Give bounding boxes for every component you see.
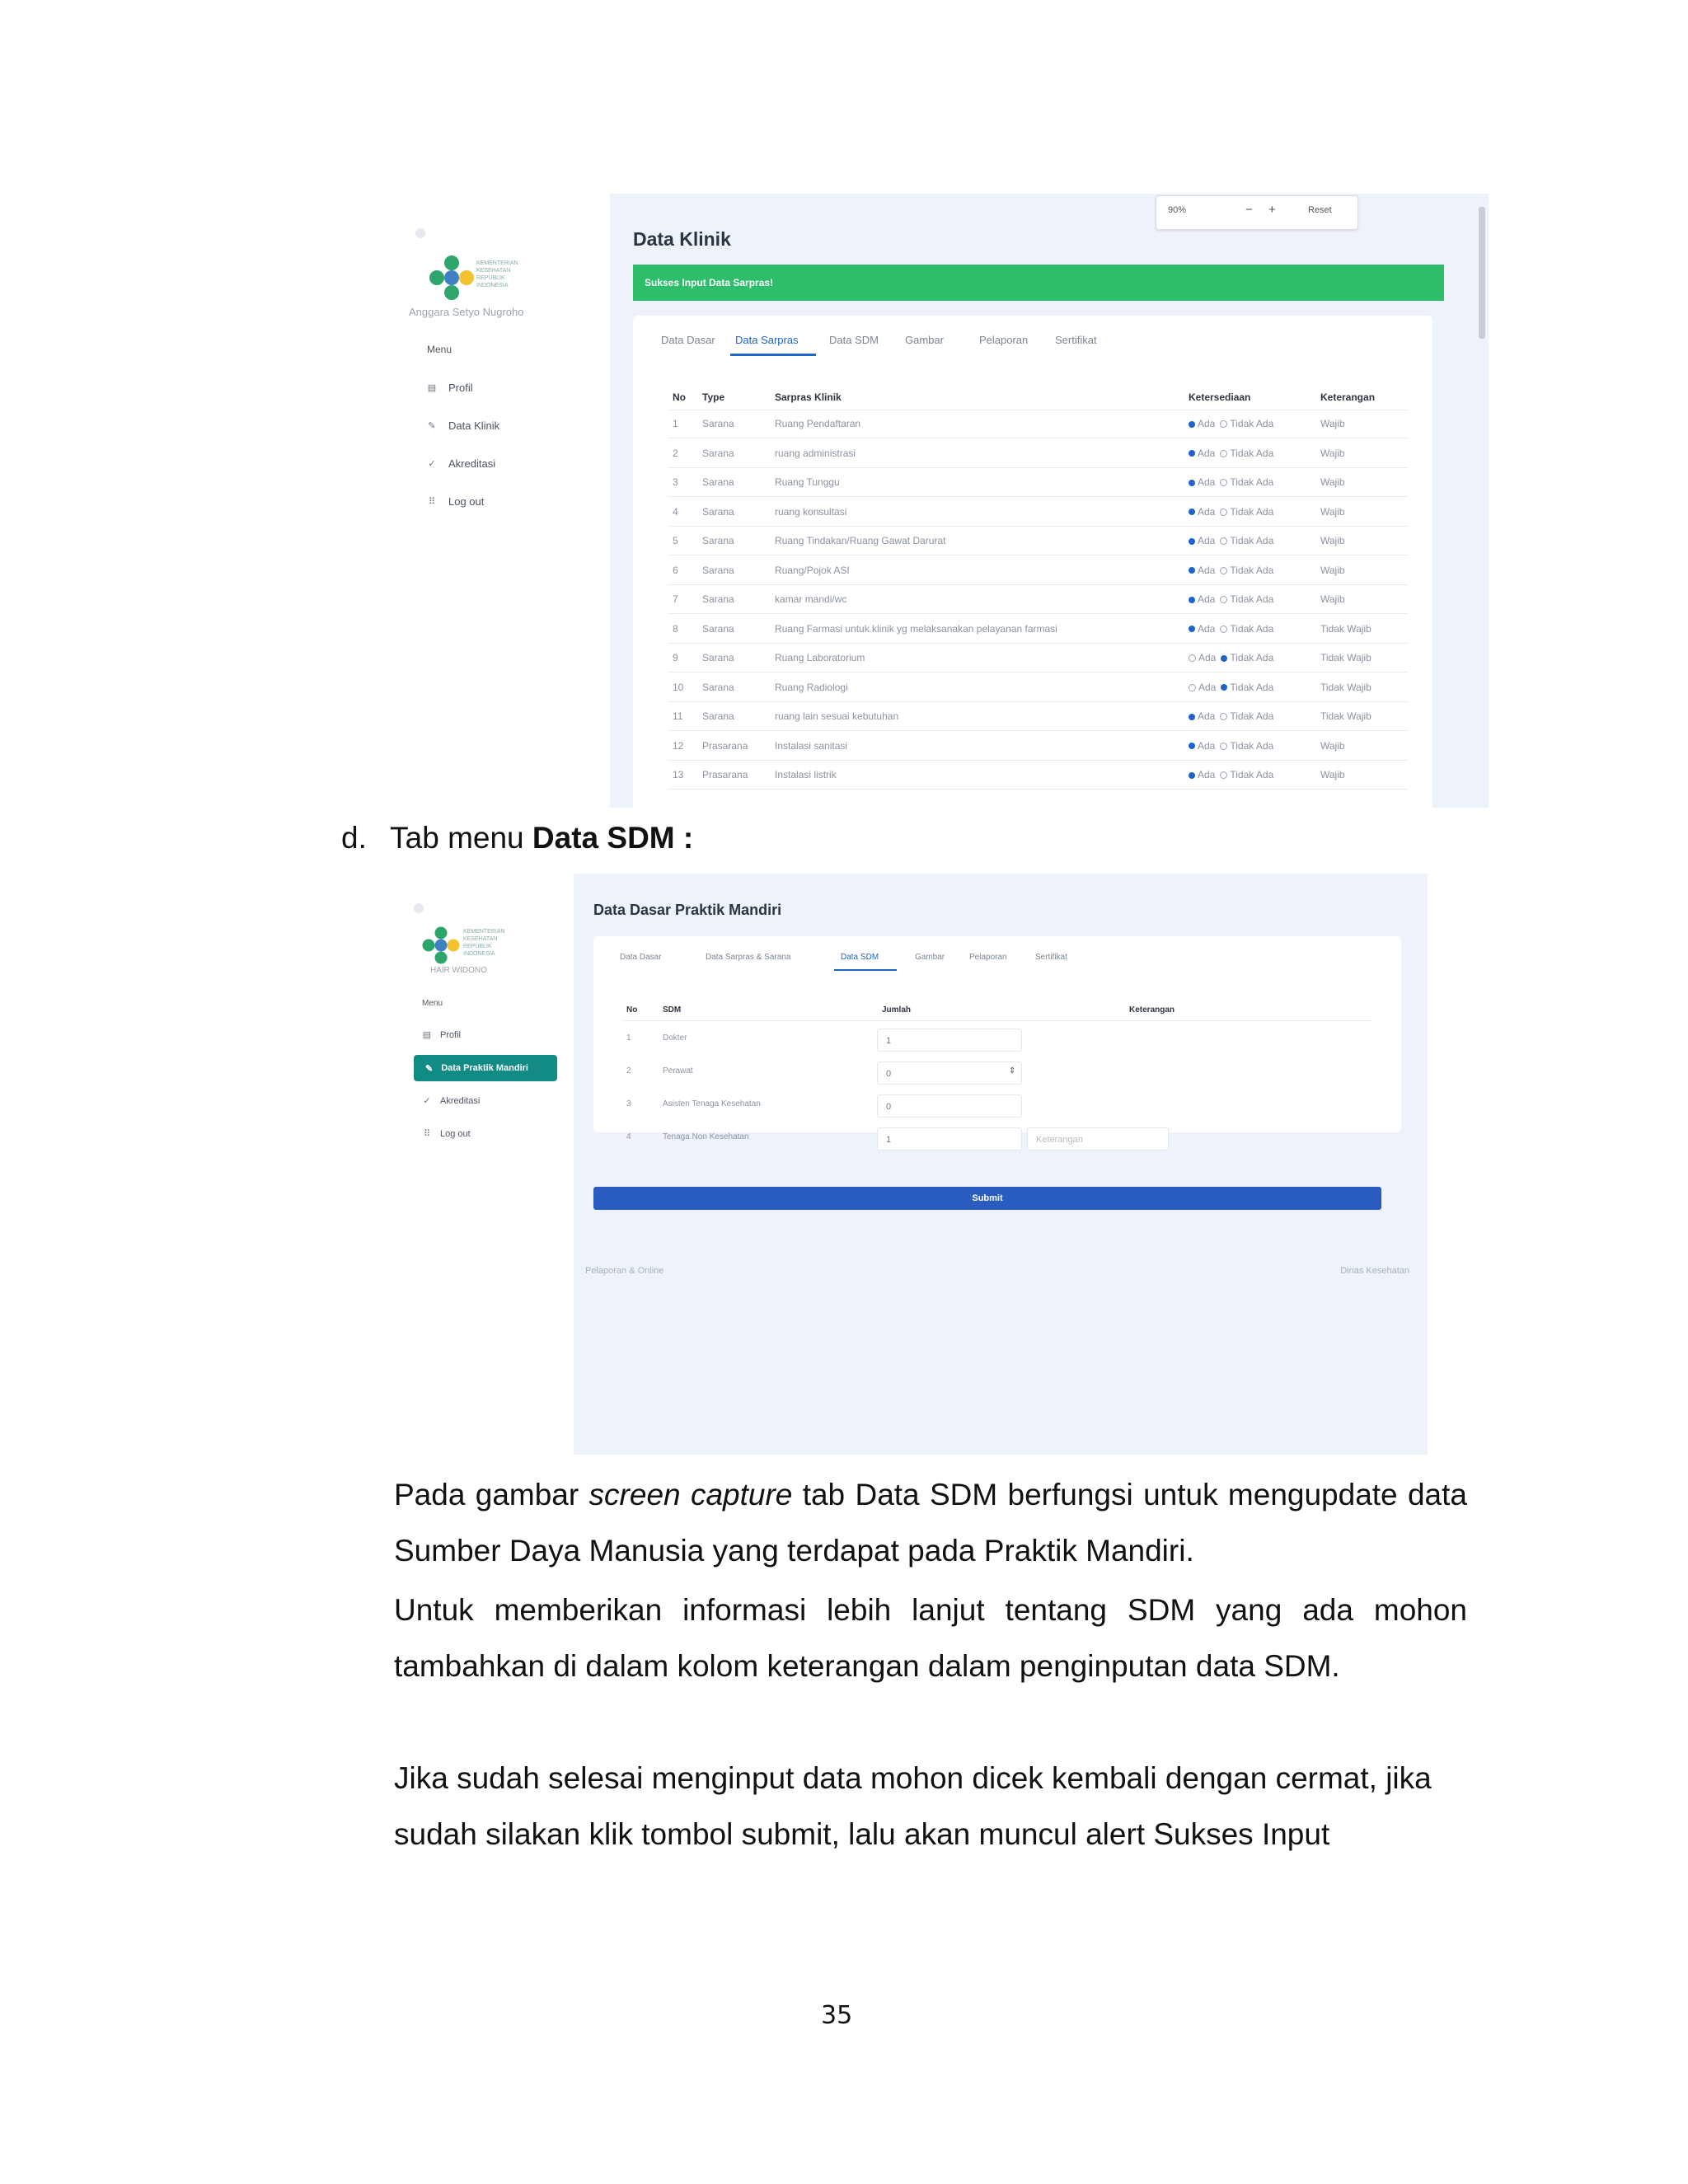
- cell-type: Sarana: [702, 622, 734, 635]
- screenshot-data-sdm: [410, 874, 1428, 1455]
- tab-data-dasar[interactable]: Data Dasar: [620, 953, 662, 962]
- cell-keterangan: Wajib: [1320, 505, 1345, 518]
- radio-ada-label: Ada: [1198, 622, 1216, 635]
- main-content: [574, 874, 1428, 1455]
- cell-sarpras: Ruang Radiologi: [775, 681, 848, 693]
- edit-icon: ✎: [425, 1063, 434, 1074]
- radio-ada[interactable]: [1189, 450, 1195, 457]
- zoom-reset-button[interactable]: Reset: [1308, 205, 1332, 215]
- radio-tidak-ada[interactable]: [1220, 596, 1227, 603]
- para1-text-a: Pada gambar: [394, 1478, 589, 1511]
- footer-right: Dinas Kesehatan: [1340, 1266, 1409, 1276]
- radio-tidak-ada-label: Tidak Ada: [1230, 505, 1274, 518]
- availability-radio-group[interactable]: [1189, 418, 1273, 429]
- radio-tidak-ada-label: Tidak Ada: [1230, 593, 1274, 605]
- stepper-icon[interactable]: ⇕: [1009, 1066, 1016, 1076]
- availability-radio-group[interactable]: [1189, 506, 1273, 518]
- radio-tidak-ada-label: Tidak Ada: [1230, 681, 1274, 693]
- availability-radio-group[interactable]: [1189, 710, 1273, 722]
- cell-type: Prasarana: [702, 739, 748, 752]
- jumlah-input[interactable]: 0: [877, 1062, 1022, 1085]
- tab-pelaporan[interactable]: Pelaporan: [969, 953, 1007, 962]
- col-no: No: [673, 391, 686, 403]
- availability-radio-group[interactable]: [1189, 565, 1273, 576]
- edit-icon: ✎: [428, 420, 436, 431]
- radio-ada-label: Ada: [1198, 681, 1217, 693]
- tab-data-dasar[interactable]: Data Dasar: [661, 334, 715, 346]
- para1-text-b: tab Data SDM berfungsi untuk mengupdate data Sumber Daya Manusia yang terdapat pada Praktik Mandiri.: [394, 1478, 1467, 1568]
- sidebar-item-label: Data Klinik: [448, 419, 500, 432]
- radio-ada[interactable]: [1189, 626, 1195, 632]
- col-sarpras: Sarpras Klinik: [775, 391, 842, 403]
- radio-ada[interactable]: [1189, 480, 1195, 486]
- sidebar-item-label: Akreditasi: [448, 457, 496, 470]
- sidebar-item-profil[interactable]: [422, 1030, 461, 1040]
- radio-tidak-ada[interactable]: [1220, 567, 1227, 574]
- cell-sarpras: Ruang Tindakan/Ruang Gawat Darurat: [775, 535, 946, 546]
- radio-ada-label: Ada: [1198, 418, 1216, 429]
- radio-tidak-ada-label: Tidak Ada: [1230, 622, 1274, 635]
- availability-radio-group[interactable]: [1189, 740, 1273, 752]
- cell-sarpras: Ruang Laboratorium: [775, 652, 865, 663]
- cell-sarpras: Instalasi sanitasi: [775, 739, 848, 752]
- radio-tidak-ada[interactable]: [1220, 743, 1227, 750]
- radio-ada[interactable]: [1189, 684, 1196, 691]
- paragraph-1: [394, 1467, 1467, 1579]
- row-divider: [668, 467, 1408, 468]
- radio-ada-label: Ada: [1198, 769, 1216, 780]
- col-sdm: SDM: [663, 1005, 682, 1015]
- radio-tidak-ada-label: Tidak Ada: [1230, 535, 1274, 546]
- sidebar-toggle[interactable]: [414, 903, 424, 913]
- cell-sarpras: Ruang Tunggu: [775, 476, 840, 488]
- cell-type: Sarana: [702, 593, 734, 605]
- cell-no: 9: [673, 652, 678, 663]
- active-tab-indicator: [834, 969, 897, 971]
- cell-sarpras: Ruang/Pojok ASI: [775, 564, 850, 576]
- radio-ada-label: Ada: [1198, 593, 1216, 605]
- radio-tidak-ada[interactable]: [1220, 626, 1227, 633]
- screenshot-data-klinik: [394, 194, 1489, 808]
- jumlah-input[interactable]: 1: [877, 1029, 1022, 1052]
- page-title: Data Klinik: [633, 228, 731, 250]
- row-divider: [668, 789, 1408, 790]
- radio-tidak-ada[interactable]: [1220, 771, 1227, 779]
- cell-type: Sarana: [702, 652, 734, 663]
- cell-type: Sarana: [702, 535, 734, 546]
- sidebar-item-label: Profil: [448, 382, 473, 394]
- cell-type: Sarana: [702, 681, 734, 693]
- caption-bold: Data SDM :: [532, 821, 694, 855]
- cell-type: Sarana: [702, 418, 734, 429]
- cell-sdm: Asisten Tenaga Kesehatan: [663, 1099, 761, 1108]
- radio-ada[interactable]: [1189, 743, 1195, 749]
- caption-prefix: d.: [341, 821, 367, 855]
- active-tab-indicator: [730, 354, 816, 356]
- cell-sdm: Tenaga Non Kesehatan: [663, 1132, 749, 1141]
- cell-keterangan: Wajib: [1320, 593, 1345, 605]
- radio-ada-label: Ada: [1198, 652, 1217, 663]
- row-divider: [668, 526, 1408, 527]
- caption-text: Tab menu: [390, 821, 532, 855]
- radio-ada[interactable]: [1189, 714, 1195, 720]
- success-alert: Sukses Input Data Sarpras!: [633, 265, 1444, 301]
- sidebar-item-logout[interactable]: [427, 495, 484, 508]
- radio-ada[interactable]: [1189, 538, 1195, 545]
- cell-keterangan: Wajib: [1320, 769, 1345, 780]
- logout-icon: ⠿: [428, 496, 436, 507]
- cell-type: Sarana: [702, 476, 734, 488]
- availability-radio-group[interactable]: [1189, 593, 1273, 605]
- tab-sertifikat[interactable]: Sertifikat: [1055, 334, 1097, 346]
- kemenkes-logo-icon: [427, 253, 476, 302]
- cell-no: 8: [673, 622, 678, 635]
- radio-ada[interactable]: [1189, 509, 1195, 515]
- user-name: Anggara Setyo Nugroho: [409, 306, 524, 318]
- cell-type: Sarana: [702, 447, 734, 459]
- cell-no: 7: [673, 593, 678, 605]
- check-icon: ✓: [423, 1096, 431, 1106]
- profile-icon: ▤: [422, 1030, 432, 1040]
- radio-ada-label: Ada: [1198, 476, 1216, 488]
- radio-tidak-ada[interactable]: [1221, 655, 1227, 662]
- cell-sarpras: Instalasi listrik: [775, 769, 837, 780]
- sidebar-item-profil[interactable]: [427, 382, 473, 394]
- jumlah-input[interactable]: 1: [877, 1127, 1022, 1151]
- cell-no: 13: [673, 769, 684, 780]
- radio-ada[interactable]: [1189, 421, 1195, 428]
- availability-radio-group[interactable]: [1189, 769, 1273, 780]
- radio-ada[interactable]: [1189, 654, 1196, 662]
- cell-keterangan: Wajib: [1320, 564, 1345, 576]
- radio-ada-label: Ada: [1198, 710, 1216, 722]
- zoom-control: [1156, 195, 1358, 230]
- availability-radio-group[interactable]: [1189, 476, 1273, 488]
- content-card: [633, 316, 1432, 808]
- tab-data-sarpras[interactable]: Data Sarpras: [735, 334, 799, 346]
- row-divider: [668, 496, 1408, 497]
- cell-no: 1: [673, 418, 678, 429]
- cell-no: 3: [673, 476, 678, 488]
- cell-no: 12: [673, 739, 684, 752]
- col-ketersediaan: Ketersediaan: [1189, 391, 1251, 403]
- radio-ada-label: Ada: [1198, 447, 1216, 459]
- sidebar: [394, 194, 610, 808]
- sidebar-item-data-praktik-mandiri[interactable]: [414, 1055, 557, 1081]
- tab-sertifikat[interactable]: Sertifikat: [1035, 953, 1067, 962]
- availability-radio-group[interactable]: [1189, 623, 1273, 635]
- row-divider: [668, 643, 1408, 644]
- sidebar-item-label: Log out: [440, 1129, 471, 1139]
- tab-pelaporan[interactable]: Pelaporan: [979, 334, 1029, 346]
- radio-tidak-ada-label: Tidak Ada: [1230, 447, 1274, 459]
- header-divider: [621, 1020, 1372, 1021]
- cell-no: 11: [673, 710, 683, 722]
- cell-no: 10: [673, 681, 684, 693]
- cell-keterangan: Wajib: [1320, 739, 1345, 752]
- sidebar-item-label: Data Praktik Mandiri: [441, 1063, 528, 1073]
- availability-radio-group[interactable]: [1189, 652, 1273, 663]
- col-keterangan: Keterangan: [1320, 391, 1376, 403]
- submit-button[interactable]: Submit: [593, 1187, 1381, 1210]
- cell-sdm: Perawat: [663, 1066, 693, 1076]
- page-title: Data Dasar Praktik Mandiri: [593, 902, 782, 918]
- radio-tidak-ada[interactable]: [1220, 450, 1227, 457]
- check-icon: ✓: [428, 458, 436, 469]
- radio-ada[interactable]: [1189, 772, 1195, 779]
- sidebar-item-label: Log out: [448, 495, 485, 508]
- sidebar-item-label: Profil: [440, 1030, 462, 1040]
- radio-tidak-ada-label: Tidak Ada: [1230, 769, 1274, 780]
- cell-keterangan: Tidak Wajib: [1320, 652, 1372, 663]
- content-card: [593, 936, 1401, 1145]
- cell-sarpras: ruang lain sesuai kebutuhan: [775, 710, 899, 722]
- availability-radio-group[interactable]: [1189, 448, 1273, 459]
- paragraph-2: Untuk memberikan informasi lebih lanjut tentang SDM yang ada mohon tambahkan di dalam kolom keterangan dalam penginputan data SDM.: [394, 1593, 1467, 1683]
- sidebar-item-label: Akreditasi: [440, 1096, 481, 1106]
- radio-tidak-ada-label: Tidak Ada: [1230, 476, 1274, 488]
- cell-type: Sarana: [702, 564, 734, 576]
- cell-no: 2: [626, 1066, 631, 1076]
- cell-sarpras: ruang konsultasi: [775, 505, 847, 518]
- radio-tidak-ada-label: Tidak Ada: [1230, 418, 1274, 429]
- cell-keterangan: Tidak Wajib: [1320, 710, 1372, 722]
- logo-wordmark: KEMENTERIAN KESEHATAN REPUBLIK INDONESIA: [476, 260, 518, 288]
- footer-left: Pelaporan & Online: [585, 1266, 664, 1276]
- logo-wordmark: KEMENTERIAN KESEHATAN REPUBLIK INDONESIA: [463, 929, 505, 957]
- cell-no: 3: [626, 1099, 631, 1108]
- radio-tidak-ada[interactable]: [1221, 684, 1227, 691]
- tab-data-sdm[interactable]: Data SDM: [829, 334, 879, 346]
- row-divider: [668, 584, 1408, 585]
- cell-no: 6: [673, 564, 678, 576]
- cell-sdm: Dokter: [663, 1033, 687, 1043]
- radio-ada[interactable]: [1189, 567, 1195, 574]
- cell-sarpras: Ruang Pendaftaran: [775, 418, 861, 429]
- availability-radio-group[interactable]: [1189, 682, 1273, 693]
- radio-ada-label: Ada: [1198, 739, 1216, 752]
- cell-sarpras: ruang administrasi: [775, 447, 856, 459]
- tab-gambar[interactable]: Gambar: [905, 334, 944, 346]
- user-name: HAIR WIDONO: [430, 966, 487, 975]
- logout-icon: ⠿: [423, 1129, 431, 1139]
- main-content: [610, 194, 1489, 808]
- radio-tidak-ada-label: Tidak Ada: [1230, 739, 1274, 752]
- radio-ada-label: Ada: [1198, 564, 1216, 576]
- cell-type: Sarana: [702, 710, 734, 722]
- radio-tidak-ada[interactable]: [1220, 537, 1227, 545]
- sidebar-toggle[interactable]: [415, 228, 425, 238]
- tab-data-sdm[interactable]: Data SDM: [841, 953, 879, 962]
- paragraph-3: Jika sudah selesai menginput data mohon dicek kembali dengan cermat, jika sudah silakan klik tombol submit, lalu akan muncul alert Sukses Input: [394, 1761, 1432, 1851]
- cell-no: 4: [673, 505, 678, 518]
- menu-label: Menu: [422, 999, 443, 1008]
- row-divider: [668, 730, 1408, 731]
- page-number: 35: [821, 2001, 853, 2030]
- zoom-in-button[interactable]: +: [1268, 203, 1276, 217]
- row-divider: [668, 701, 1408, 702]
- kemenkes-logo-icon: [420, 925, 462, 966]
- row-divider: [668, 613, 1408, 614]
- sidebar-item-logout[interactable]: [422, 1129, 471, 1139]
- radio-tidak-ada-label: Tidak Ada: [1230, 652, 1274, 663]
- availability-radio-group[interactable]: [1189, 535, 1273, 546]
- tab-data-sarpras[interactable]: Data Sarpras & Sarana: [706, 953, 791, 962]
- radio-ada-label: Ada: [1198, 505, 1216, 518]
- sidebar-item-data-klinik[interactable]: [427, 419, 499, 432]
- keterangan-input[interactable]: Keterangan: [1027, 1127, 1169, 1151]
- zoom-out-button[interactable]: −: [1245, 203, 1253, 217]
- radio-tidak-ada-label: Tidak Ada: [1230, 564, 1274, 576]
- col-no: No: [626, 1005, 638, 1015]
- cell-no: 4: [626, 1132, 631, 1141]
- sidebar-item-akreditasi[interactable]: [422, 1096, 480, 1106]
- cell-sarpras: Ruang Farmasi untuk klinik yg melaksanakan pelayanan farmasi: [775, 622, 1057, 635]
- zoom-level: 90%: [1168, 205, 1187, 215]
- radio-tidak-ada[interactable]: [1220, 479, 1227, 486]
- tab-gambar[interactable]: Gambar: [915, 953, 945, 962]
- cell-no: 5: [673, 535, 678, 546]
- row-divider: [668, 672, 1408, 673]
- radio-tidak-ada[interactable]: [1220, 420, 1227, 428]
- cell-type: Sarana: [702, 505, 734, 518]
- radio-tidak-ada-label: Tidak Ada: [1230, 710, 1274, 722]
- cell-keterangan: Wajib: [1320, 418, 1345, 429]
- col-keterangan: Keterangan: [1129, 1005, 1175, 1015]
- profile-icon: ▤: [427, 382, 437, 393]
- caption-d: [341, 821, 693, 855]
- cell-keterangan: Tidak Wajib: [1320, 622, 1372, 635]
- menu-label: Menu: [427, 344, 452, 355]
- cell-sarpras: kamar mandi/wc: [775, 593, 847, 605]
- cell-type: Prasarana: [702, 769, 748, 780]
- cell-keterangan: Tidak Wajib: [1320, 681, 1372, 693]
- cell-keterangan: Wajib: [1320, 535, 1345, 546]
- sidebar-item-akreditasi[interactable]: [427, 457, 495, 470]
- radio-ada[interactable]: [1189, 597, 1195, 603]
- cell-no: 1: [626, 1033, 631, 1043]
- cell-keterangan: Wajib: [1320, 476, 1345, 488]
- para1-italic: screen capture: [588, 1478, 793, 1511]
- radio-tidak-ada[interactable]: [1220, 509, 1227, 516]
- cell-keterangan: Wajib: [1320, 447, 1345, 459]
- row-divider: [668, 760, 1408, 761]
- col-type: Type: [702, 391, 725, 403]
- col-jumlah: Jumlah: [882, 1005, 912, 1015]
- scrollbar[interactable]: [1479, 207, 1485, 339]
- jumlah-input[interactable]: 0: [877, 1094, 1022, 1118]
- radio-ada-label: Ada: [1198, 535, 1216, 546]
- radio-tidak-ada[interactable]: [1220, 713, 1227, 720]
- cell-no: 2: [673, 447, 678, 459]
